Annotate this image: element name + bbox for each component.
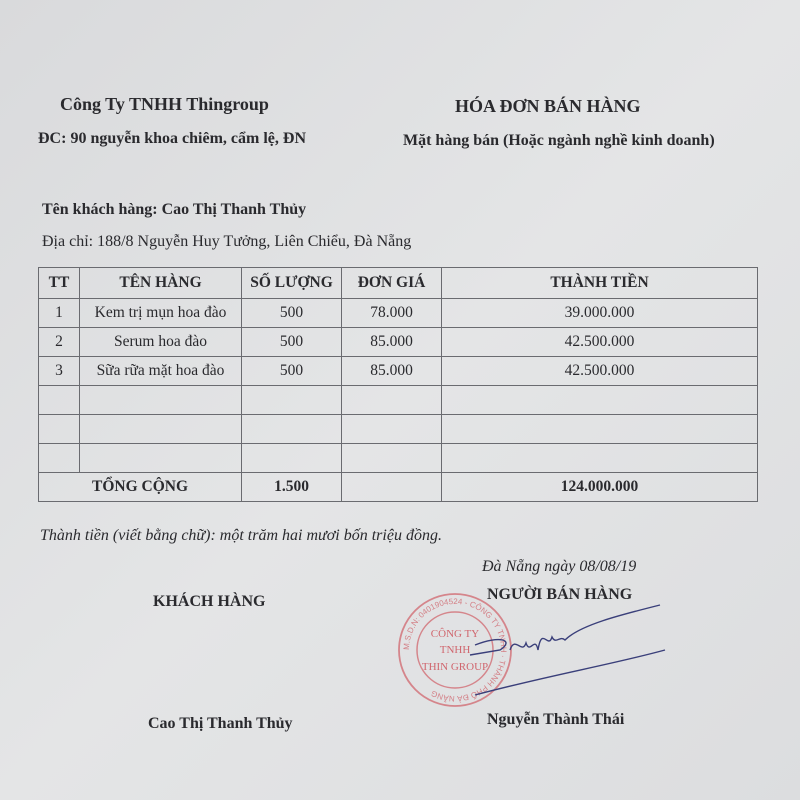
empty-row [39, 444, 758, 473]
header-cell: TÊN HÀNG [80, 268, 242, 299]
empty-cell [442, 415, 758, 444]
cell-index: 2 [39, 328, 80, 357]
cell-quantity: 500 [242, 328, 342, 357]
invoice-subtitle: Mặt hàng bán (Hoặc ngành nghề kinh doanh) [403, 132, 715, 149]
empty-cell [39, 415, 80, 444]
customer-name: Tên khách hàng: Cao Thị Thanh Thủy [42, 201, 307, 218]
cell-quantity: 500 [242, 357, 342, 386]
stamp-ring-text: M.S.D.N: 0401904524 - CÔNG TY TNHH · THÀNH PHỐ ĐÀ NẴNG [401, 596, 509, 704]
cell-product: Serum hoa đào [80, 328, 242, 357]
table-header-row [39, 268, 758, 299]
cell-index: 1 [39, 299, 80, 328]
company-address: ĐC: 90 nguyễn khoa chiêm, cẩm lệ, ĐN [38, 130, 306, 147]
header-cell: TT [39, 268, 80, 299]
cell-quantity: 500 [242, 299, 342, 328]
cell-amount: 42.500.000 [442, 328, 758, 357]
buyer-name: Cao Thị Thanh Thủy [148, 715, 293, 732]
total-quantity: 1.500 [242, 473, 342, 502]
seller-title: NGƯỜI BÁN HÀNG [487, 586, 633, 603]
amount-in-words: Thành tiền (viết bằng chữ): một trăm hai mươi bốn triệu đồng. [40, 527, 442, 544]
cell-amount: 42.500.000 [442, 357, 758, 386]
total-label: TỔNG CỘNG [39, 473, 242, 502]
cell-amount: 39.000.000 [442, 299, 758, 328]
invoice-table [38, 267, 758, 502]
seller-signature [430, 595, 690, 705]
cell-unit-price: 85.000 [342, 357, 442, 386]
cell-product: Kem trị mụn hoa đào [80, 299, 242, 328]
empty-cell [342, 473, 442, 502]
empty-cell [39, 386, 80, 415]
empty-cell [442, 444, 758, 473]
empty-cell [242, 386, 342, 415]
empty-cell [442, 386, 758, 415]
total-amount: 124.000.000 [442, 473, 758, 502]
cell-index: 3 [39, 357, 80, 386]
stamp-line1: CÔNG TY [430, 628, 480, 640]
empty-row [39, 386, 758, 415]
table-row [39, 328, 758, 357]
empty-cell [342, 444, 442, 473]
cell-unit-price: 85.000 [342, 328, 442, 357]
customer-address: Địa chỉ: 188/8 Nguyễn Huy Tưởng, Liên Chiểu, Đà Nẵng [42, 233, 412, 250]
stamp-line3: THIN GROUP [421, 661, 489, 673]
seller-name: Nguyễn Thành Thái [487, 711, 625, 728]
company-name: Công Ty TNHH Thingroup [60, 94, 269, 114]
header-cell: THÀNH TIỀN [442, 268, 758, 299]
invoice-title: HÓA ĐƠN BÁN HÀNG [455, 96, 641, 116]
cell-unit-price: 78.000 [342, 299, 442, 328]
stamp-line2: TNHH [439, 644, 471, 656]
empty-cell [80, 444, 242, 473]
empty-row [39, 415, 758, 444]
table-row [39, 357, 758, 386]
empty-cell [242, 415, 342, 444]
date-line: Đà Nẵng ngày 08/08/19 [482, 558, 637, 575]
buyer-title: KHÁCH HÀNG [153, 593, 266, 610]
header-cell: SỐ LƯỢNG [242, 268, 342, 299]
total-row [39, 473, 758, 502]
table-row [39, 299, 758, 328]
cell-product: Sữa rữa mặt hoa đào [80, 357, 242, 386]
empty-cell [80, 415, 242, 444]
empty-cell [342, 386, 442, 415]
empty-cell [39, 444, 80, 473]
empty-cell [80, 386, 242, 415]
empty-cell [242, 444, 342, 473]
header-cell: ĐƠN GIÁ [342, 268, 442, 299]
empty-cell [342, 415, 442, 444]
